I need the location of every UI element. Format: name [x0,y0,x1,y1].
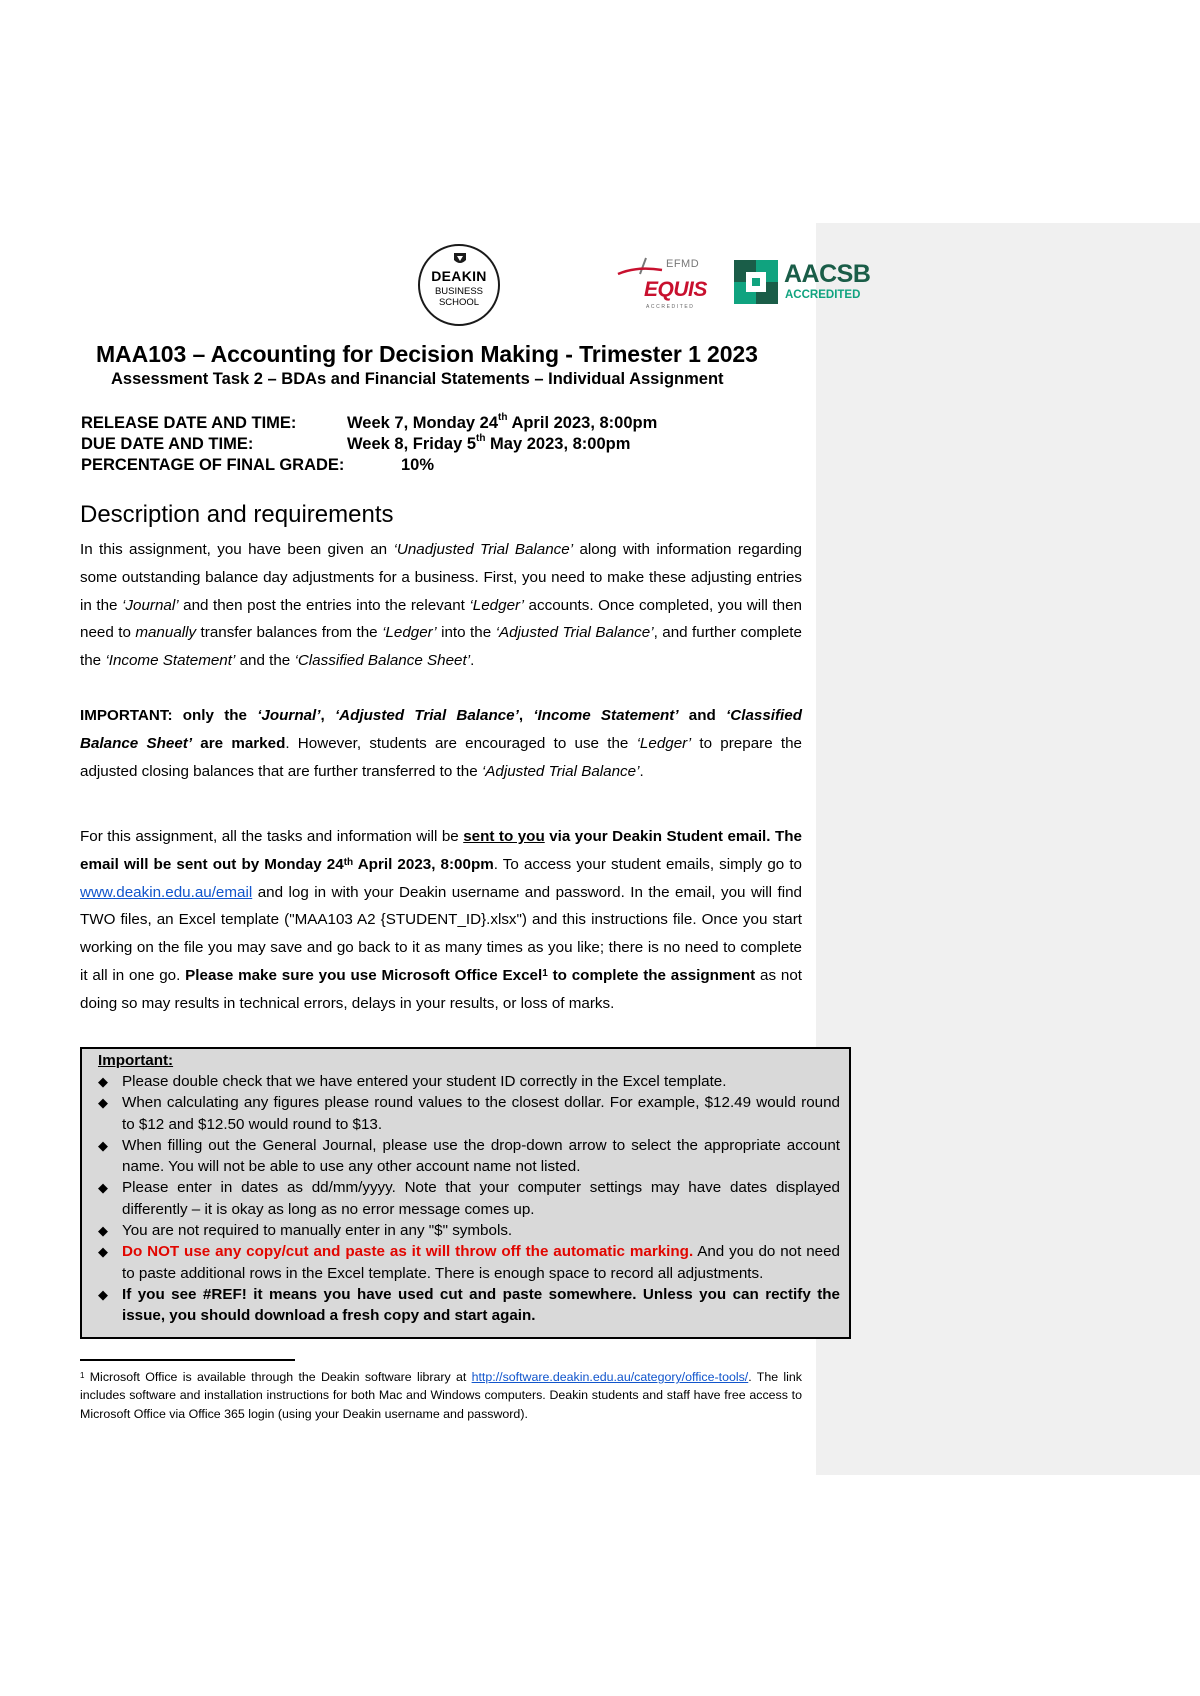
bullet-icon: ◆ [98,1095,108,1111]
release-value: Week 7, Monday 24th April 2023, 8:00pm [347,412,658,432]
bullet-icon: ◆ [98,1244,108,1260]
deakin-crest-icon [452,252,468,266]
bullet-icon: ◆ [98,1286,108,1302]
deakin-logo-text-school: SCHOOL [438,297,480,308]
important-note-paragraph: IMPORTANT: only the ‘Journal’, ‘Adjusted Trial Balance’, ‘Income Statement’ and ‘Classified Balance Sheet’ are marked. However, students are encouraged to use the ‘Ledger’ to prepare the adjusted closing balances that are further transferred to the ‘Adjusted Trial Balance’. [80,707,802,780]
aacsb-accredited-text: ACCREDITED [785,289,861,301]
software-library-link[interactable]: http://software.deakin.edu.au/category/office-tools/ [471,1370,749,1384]
important-box-title: Important: [98,1052,174,1069]
equis-text: EQUIS [644,278,707,301]
document-title: MAA103 – Accounting for Decision Making - Trimester 1 2023 [96,341,758,367]
important-item: ◆ When calculating any figures please round values to the closest dollar. For example, $12.49 would round to $12 and $12.50 would round to $13. [98,1094,840,1133]
important-item: ◆ Please enter in dates as dd/mm/yyyy. Note that your computer settings may have dates displayed differently – it is okay as long as no error message comes up. [98,1179,840,1218]
important-item: ◆ When filling out the General Journal, please use the drop-down arrow to select the appropriate account name. You will not be able to use any other account name not listed. [98,1136,840,1176]
bullet-icon: ◆ [98,1074,108,1089]
aacsb-text: AACSB [784,260,871,288]
footnote: $^1$ Microsoft Office is available through the Deakin software library at http://software.deakin.edu.au/category/office-tools/. The link includes software and installation instructions for both Mac and Windows computers. Deakin students and staff have free access to Microsoft Office via Office 365 login (using your Deakin username and password). [80,1370,803,1421]
due-value: Week 8, Friday 5th May 2023, 8:00pm [347,433,631,453]
due-label: DUE DATE AND TIME: [81,435,254,453]
bullet-icon: ◆ [98,1137,108,1153]
important-item-warning: ◆ Do NOT use any copy/cut and paste as it will throw off the automatic marking. And you do not need to paste additional rows in the Excel template. There is enough space to record all adjustments. [98,1243,840,1282]
deakin-logo-text-business: BUSINESS [434,286,484,297]
footnote-separator [80,1359,295,1361]
deakin-logo-text: DEAKIN [431,268,487,284]
percentage-label: PERCENTAGE OF FINAL GRADE: [81,456,345,474]
percentage-row [81,456,435,475]
student-email-link[interactable]: www.deakin.edu.au/email [80,883,253,901]
aacsb-accredited-logo [732,258,871,308]
due-date-row [81,433,631,454]
deakin-business-school-logo [418,244,500,326]
submission-info-paragraph: For this assignment, all the tasks and information will be sent to you via your Deakin Student email. The email will be sent out by Monday 24th April 2023, 8:00pm. To access your student emails, simply go to www.deakin.edu.au/email and log in with your Deakin username and password. In the email, you will find TWO files, an Excel template ("MAA103 A2 {STUDENT_ID}.xlsx") and this instructions file. Once you start working on the file you may save and go back to it as many times as you like; there is no need to complete it all in one go. Please make sure you use Microsoft Office Excel$^1$ to complete the assignment as not doing so may results in technical errors, delays in your results, or loss of marks. [80,828,803,1012]
document-subtitle: Assessment Task 2 – BDAs and Financial Statements – Individual Assignment [111,370,724,388]
equis-accredited-text: ACCREDITED [646,304,695,310]
release-date-row [81,412,658,433]
comment-margin-pane [816,223,1200,1475]
section-heading: Description and requirements [80,501,394,528]
bullet-icon: ◆ [98,1180,108,1196]
aacsb-emblem-icon [732,258,780,306]
description-paragraph: In this assignment, you have been given an ‘Unadjusted Trial Balance’ along with information regarding some outstanding balance day adjustments for a business. First, you need to make these adjusting entries in the ‘Journal’ and then post the entries into the relevant ‘Ledger’ accounts. Once completed, you will then need to manually transfer balances from the ‘Ledger’ into the ‘Adjusted Trial Balance’, and further complete the ‘Income Statement’ and the ‘Classified Balance Sheet’. [80,541,802,670]
important-list [90,1071,840,1327]
efmd-text: EFMD [666,258,700,270]
important-box [80,1047,851,1339]
bullet-icon: ◆ [98,1223,108,1239]
important-item: ◆ Please double check that we have entered your student ID correctly in the Excel template. [90,1071,840,1092]
important-item: ◆ You are not required to manually enter in any "$" symbols. [90,1220,840,1241]
percentage-value: 10% [401,456,435,474]
efmd-equis-logo [616,252,708,316]
release-label: RELEASE DATE AND TIME: [81,414,297,432]
important-item-ref-error: ◆ If you see #REF! it means you have used cut and paste somewhere. Unless you can rectify the issue, you should download a fresh copy and start again. [98,1285,840,1325]
